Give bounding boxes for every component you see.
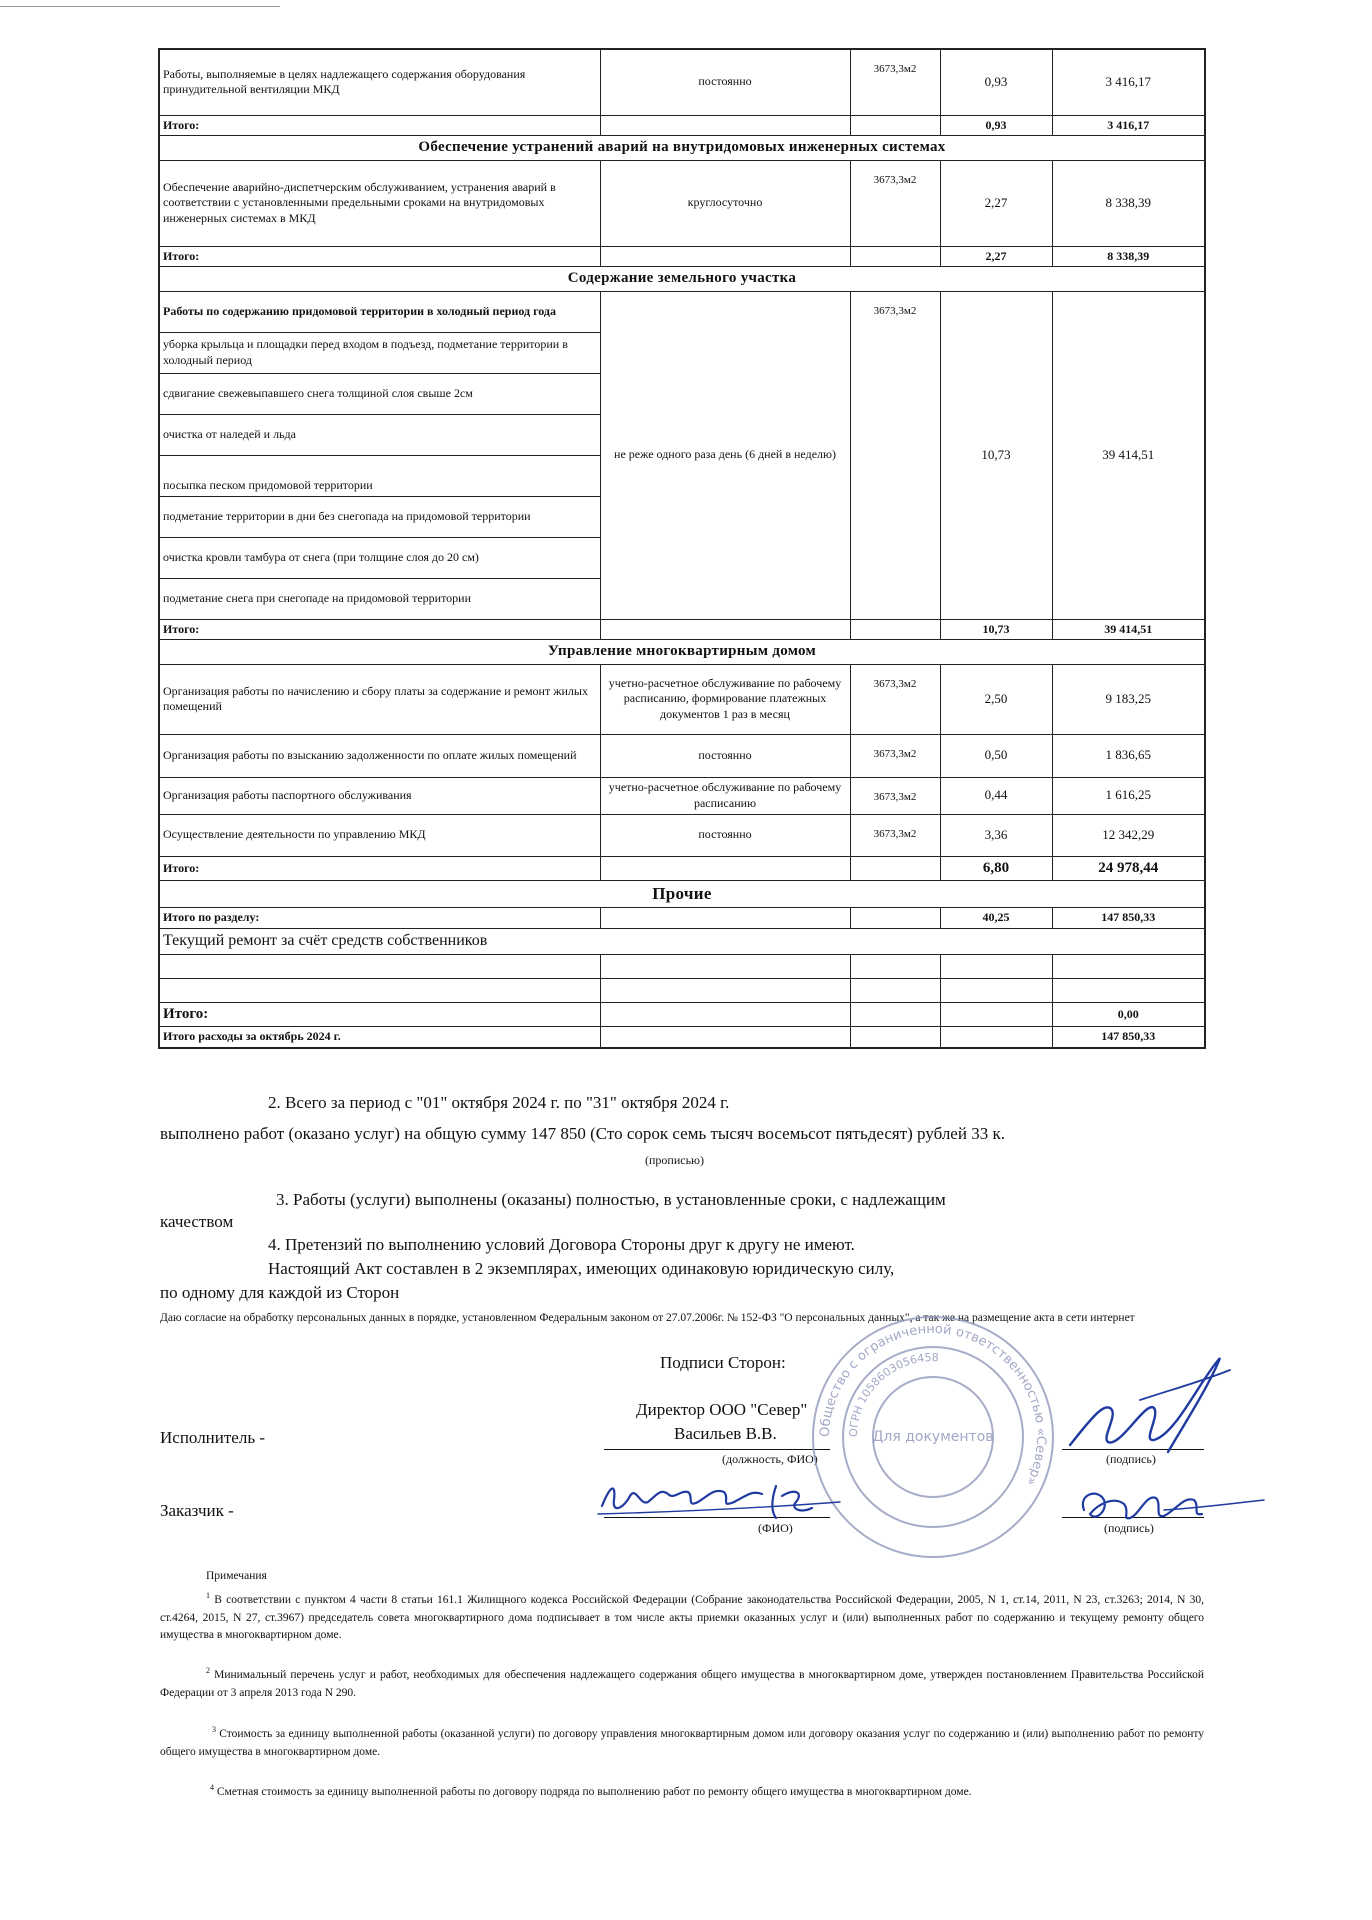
customer-sign-caption: (подпись) — [1104, 1521, 1154, 1535]
service-name: Обеспечение аварийно-диспетчерским обслуживанием, устранения аварий в соответствии с установленными предельными сроками на внутридомовых инженерных системах в МКД — [159, 160, 600, 246]
executor-sign-caption: (подпись) — [1106, 1452, 1156, 1466]
land-item: подметание территории в дни без снегопада на придомовой территории — [159, 496, 600, 537]
total-label: Итого по разделу: — [159, 908, 600, 929]
total-row — [159, 115, 1205, 136]
section-title: Обеспечение устранений аварий на внутридомовых инженерных системах — [159, 136, 1205, 161]
land-frequency: не реже одного раза день (6 дней в неделю) — [600, 291, 850, 619]
total-label: Итого: — [159, 619, 600, 640]
service-frequency: постоянно — [600, 814, 850, 856]
paragraph-4: 4. Претензий по выполнению условий Договора Стороны друг к другу не имеют. — [268, 1235, 855, 1254]
service-name: Организация работы по начислению и сбору платы за содержание и ремонт жилых помещений — [159, 664, 600, 734]
grand-total-label: Итого расходы за октябрь 2024 г. — [159, 1027, 600, 1048]
table-row — [159, 734, 1205, 777]
service-rate: 2,50 — [940, 664, 1052, 734]
section-title: Управление многоквартирным домом — [159, 640, 1205, 665]
grand-total-sum: 147 850,33 — [1052, 1027, 1205, 1048]
section-heading — [159, 640, 1205, 665]
total-rate: 10,73 — [940, 619, 1052, 640]
land-item: сдвигание свежевыпавшего снега толщиной слоя свыше 2см — [159, 373, 600, 414]
notes-heading: Примечания — [206, 1570, 267, 1582]
land-rate: 10,73 — [940, 291, 1052, 619]
service-unit: 3673,3м2 — [850, 814, 940, 856]
paragraph-5-line1: Настоящий Акт составлен в 2 экземплярах, имеющих одинаковую юридическую силу, — [268, 1259, 895, 1278]
service-rate: 0,93 — [940, 49, 1052, 115]
service-sum: 9 183,25 — [1052, 664, 1205, 734]
service-frequency: круглосуточно — [600, 160, 850, 246]
executor-signature — [1050, 1340, 1250, 1460]
land-item: уборка крыльца и площадки перед входом в подъезд, подметание территории в холодный период — [159, 332, 600, 373]
service-rate: 3,36 — [940, 814, 1052, 856]
service-sum: 8 338,39 — [1052, 160, 1205, 246]
total-sum: 24 978,44 — [1052, 856, 1205, 881]
service-unit: 3673,3м2 — [850, 49, 940, 115]
paragraph-2-line2: выполнено работ (оказано услуг) на общую сумму 147 850 (Сто сорок семь тысяч восемьсот пятьдесят) рублей 33 к. — [160, 1124, 1005, 1143]
customer-name-handwritten — [590, 1468, 850, 1530]
land-header: Работы по содержанию придомовой территории в холодный период года — [159, 291, 600, 332]
total-row — [159, 856, 1205, 881]
total-label: Итого: — [159, 1002, 600, 1027]
total-row — [159, 619, 1205, 640]
services-table — [158, 48, 1206, 1049]
executor-position: Директор ООО "Север" — [636, 1400, 808, 1419]
note-number: 1 — [206, 1591, 210, 1600]
total-row — [159, 246, 1205, 267]
total-rate: 2,27 — [940, 246, 1052, 267]
table-row — [159, 777, 1205, 814]
in-words-caption: (прописью) — [645, 1153, 705, 1167]
service-rate: 0,50 — [940, 734, 1052, 777]
customer-signature — [1068, 1474, 1268, 1534]
section-heading — [159, 928, 1205, 954]
section-title: Текущий ремонт за счёт средств собственников — [159, 928, 1205, 954]
total-sum: 3 416,17 — [1052, 115, 1205, 136]
note-text: В соответствии с пунктом 4 части 8 статьи 161.1 Жилищного кодекса Российской Федерации (Собрание законодательства Российской Федерации, 2005, N 1, ст.14, 2011, N 23, ст.3263; 2014, N 30, ст.4264, 2015, N 27, ст.3967) председатель совета многоквартирного дома подписывает в том числе акты приемки оказанных услуг и (или) выполненных работ по содержанию и текущему ремонту общего имущества в многоквартирном доме. — [160, 1593, 1205, 1642]
service-unit: 3673,3м2 — [850, 160, 940, 246]
service-frequency: постоянно — [600, 734, 850, 777]
note-2 — [160, 1665, 1204, 1702]
note-text: Стоимость за единицу выполненной работы (оказанной услуги) по договору управления многоквартирным домом или договору оказания услуг по содержанию и (или) выполнению работ по ремонту общего имущества в многоквартирном доме. — [160, 1727, 1205, 1758]
table-row — [159, 664, 1205, 734]
note-number: 3 — [212, 1725, 216, 1734]
executor-label: Исполнитель - — [160, 1428, 265, 1447]
personal-data-consent: Даю согласие на обработку персональных данных в порядке, установленном Федеральным законом от 27.07.2006г. № 152-ФЗ "О персональных данных", а так же на размещение акта в сети интернет — [160, 1312, 1135, 1324]
note-text: Минимальный перечень услуг и работ, необходимых для обеспечения надлежащего содержания общего имущества в многоквартирном доме, утвержден постановлением Правительства Российской Федерации от 3 апреля 2013 года N 290. — [160, 1668, 1204, 1699]
section-heading — [159, 881, 1205, 908]
paragraph-3-line2: качеством — [160, 1212, 234, 1231]
service-rate: 0,44 — [940, 777, 1052, 814]
total-label: Итого: — [159, 115, 600, 136]
service-sum: 12 342,29 — [1052, 814, 1205, 856]
table-row — [159, 291, 1205, 332]
total-sum: 0,00 — [1052, 1002, 1205, 1027]
stamp-ogrn-text: ОГРН 1058603056458 — [846, 1350, 939, 1438]
total-rate: 40,25 — [940, 908, 1052, 929]
total-rate: 0,93 — [940, 115, 1052, 136]
total-rate: 6,80 — [940, 856, 1052, 881]
service-unit: 3673,3м2 — [850, 777, 940, 814]
service-frequency: постоянно — [600, 49, 850, 115]
stamp-center-text: Для документов — [872, 1429, 994, 1445]
section-heading — [159, 136, 1205, 161]
executor-name-line — [604, 1449, 830, 1450]
service-frequency: учетно-расчетное обслуживание по рабочему расписанию — [600, 777, 850, 814]
stamp-ring-text: Общество с ограниченной ответственностью «Север» — [817, 1321, 1049, 1488]
executor-name: Васильев В.В. — [674, 1424, 777, 1443]
table-row — [159, 954, 1205, 978]
service-unit: 3673,3м2 — [850, 734, 940, 777]
table-row — [159, 814, 1205, 856]
total-label: Итого: — [159, 856, 600, 881]
service-sum: 1 616,25 — [1052, 777, 1205, 814]
total-row — [159, 908, 1205, 929]
service-sum: 1 836,65 — [1052, 734, 1205, 777]
total-sum: 39 414,51 — [1052, 619, 1205, 640]
section-heading — [159, 267, 1205, 292]
service-sum: 3 416,17 — [1052, 49, 1205, 115]
customer-label: Заказчик - — [160, 1501, 234, 1520]
land-item: очистка кровли тамбура от снега (при толщине слоя до 20 см) — [159, 537, 600, 578]
table-row — [159, 49, 1205, 115]
table-row — [159, 978, 1205, 1002]
note-text: Сметная стоимость за единицу выполненной работы по договору подряда по выполнению работ по ремонту общего имущества в многоквартирном доме. — [216, 1785, 972, 1798]
note-3 — [160, 1724, 1204, 1761]
service-unit: 3673,3м2 — [850, 664, 940, 734]
total-sum: 8 338,39 — [1052, 246, 1205, 267]
scan-edge-line — [0, 6, 280, 7]
paragraph-3-line1: 3. Работы (услуги) выполнены (оказаны) полностью, в установленные сроки, с надлежащим — [276, 1190, 946, 1209]
section-title: Содержание земельного участка — [159, 267, 1205, 292]
service-name: Работы, выполняемые в целях надлежащего содержания оборудования принудительной вентиляции МКД — [159, 49, 600, 115]
note-number: 4 — [210, 1783, 214, 1792]
land-item: подметание снега при снегопаде на придомовой территории — [159, 578, 600, 619]
land-sum: 39 414,51 — [1052, 291, 1205, 619]
total-row — [159, 1002, 1205, 1027]
paragraph-2-line1: 2. Всего за период с "01" октября 2024 г. по "31" октября 2024 г. — [268, 1093, 730, 1112]
service-name: Осуществление деятельности по управлению МКД — [159, 814, 600, 856]
note-1 — [160, 1590, 1204, 1645]
total-sum: 147 850,33 — [1052, 908, 1205, 929]
land-unit: 3673,3м2 — [850, 291, 940, 619]
customer-name-caption: (ФИО) — [758, 1521, 793, 1535]
land-item: посыпка песком придомовой территории — [159, 455, 600, 496]
paragraph-5-line2: по одному для каждой из Сторон — [160, 1283, 400, 1302]
signatures-title: Подписи Сторон: — [660, 1353, 786, 1372]
service-name: Организация работы паспортного обслуживания — [159, 777, 600, 814]
executor-name-caption: (должность, ФИО) — [722, 1452, 818, 1466]
land-item: очистка от наледей и льда — [159, 414, 600, 455]
section-title: Прочие — [159, 881, 1205, 908]
service-rate: 2,27 — [940, 160, 1052, 246]
total-label: Итого: — [159, 246, 600, 267]
note-4 — [160, 1782, 1204, 1802]
grand-total-row — [159, 1027, 1205, 1048]
note-number: 2 — [206, 1666, 210, 1675]
table-row — [159, 160, 1205, 246]
service-name: Организация работы по взысканию задолженности по оплате жилых помещений — [159, 734, 600, 777]
service-frequency: учетно-расчетное обслуживание по рабочему расписанию, формирование платежных документов 1 раз в месяц — [600, 664, 850, 734]
